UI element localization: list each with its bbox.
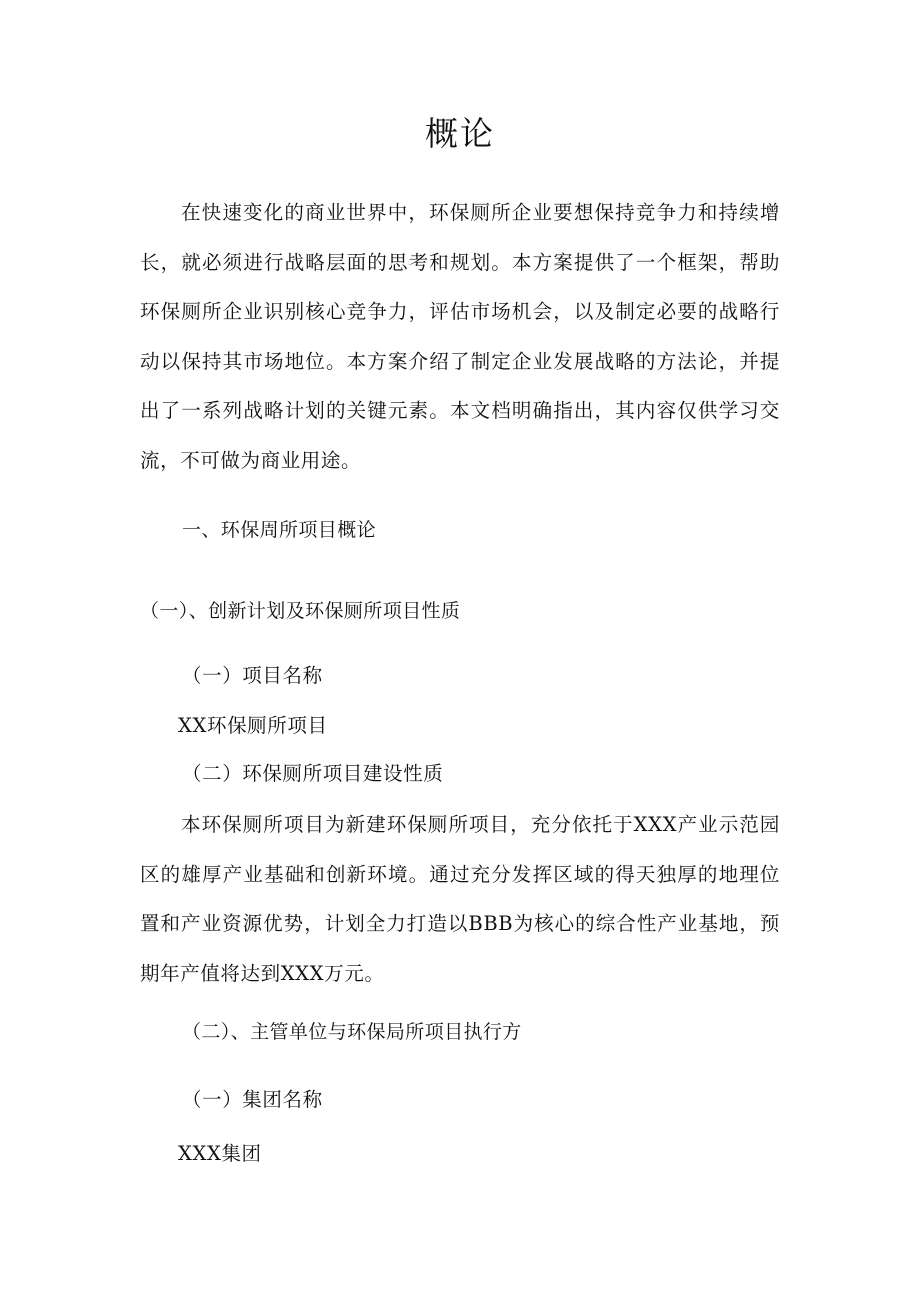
subsection-heading-2: （二）、主管单位与环保局所项目执行方 xyxy=(182,1021,522,1043)
section-heading: 一、环保周所项目概论 xyxy=(182,519,377,541)
page-title: 概论 xyxy=(425,114,495,153)
project-nature-paragraph: 本环保厕所项目为新建环保厕所项目，充分依托于XXX产业示范园区的雄厚产业基础和创新环境。通过充分发挥区域的得天独厚的地理位置和产业资源优势，计划全力打造以BBB为核心的综合性产业基地，预期年产值将达到XXX万元。 xyxy=(140,813,780,985)
item-heading-group-name: （一）集团名称 xyxy=(182,1088,323,1111)
item-heading-project-name: （一）项目名称 xyxy=(182,664,323,687)
item-value-project-name: XX环保厕所项目 xyxy=(178,714,328,737)
subsection-heading-1: （一）、创新计划及环保厕所项目性质 xyxy=(140,600,461,622)
intro-paragraph: 在快速变化的商业世界中，环保厕所企业要想保持竞争力和持续增长，就必须进行战略层面的思考和规划。本方案提供了一个框架，帮助环保厕所企业识别核心竞争力，评估市场机会，以及制定必要的战略行动以保持其市场地位。本方案介绍了制定企业发展战略的方法论，并提出了一系列战略计划的关键元素。本文档明确指出，其内容仅供学习交流，不可做为商业用途。 xyxy=(140,201,780,472)
item-heading-project-nature: （二）环保厕所项目建设性质 xyxy=(182,762,444,785)
item-value-group-name: XXX集团 xyxy=(178,1142,262,1165)
